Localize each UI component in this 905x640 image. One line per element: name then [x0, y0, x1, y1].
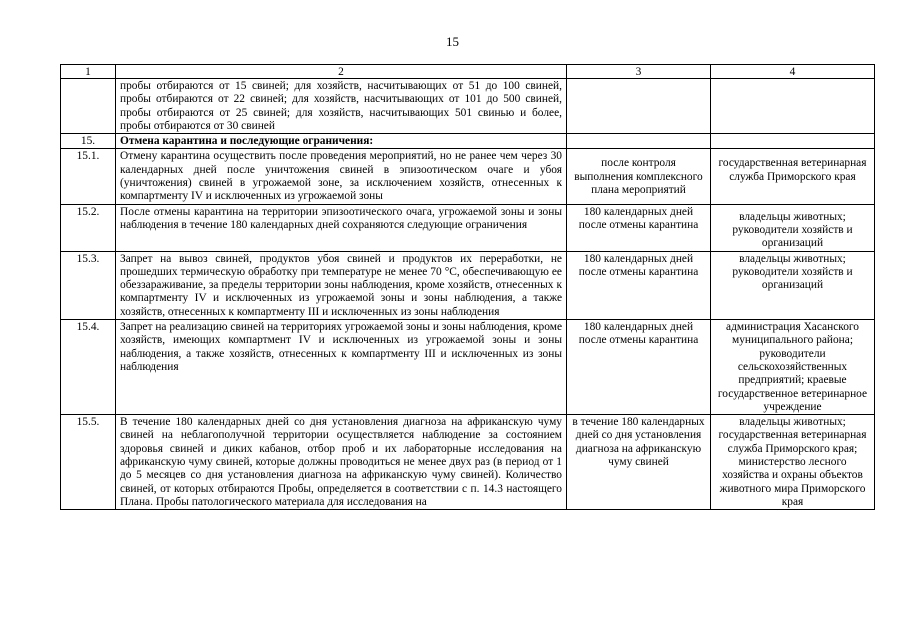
- responsible-cell: [711, 79, 875, 134]
- row-number: 15.1.: [61, 149, 116, 204]
- table-row: [61, 149, 875, 204]
- term-cell: после контроля выполнения комплексного плана мероприятий: [567, 149, 711, 204]
- measure-text: Запрет на реализацию свиней на территориях угрожаемой зоны и зоны наблюдения, кроме хозяйств, имеющих компартмент IV и исключенных из угрожаемой зоны и зоны наблюдения, а также хозяйств, отнесенных к компартменту III и исключенных из зоны наблюдения: [116, 320, 567, 415]
- table-row: [61, 320, 875, 415]
- section-number: 15.: [61, 134, 116, 149]
- measure-text: Отмену карантина осуществить после проведения мероприятий, но не ранее чем через 30 календарных дней после уничтожения свиней в эпизоотическом очаге и убоя (уничтожения) свиней в угрожаемой зоне, за исключением хозяйств, отнесенных к компартменту IV и исключенных из угрожаемой зоны: [116, 149, 567, 204]
- row-number: 15.2.: [61, 204, 116, 251]
- table-header-row: [61, 65, 875, 79]
- measure-text: В течение 180 календарных дней со дня установления диагноза на африканскую чуму свиней на неблагополучной территории осуществляется наблюдение за состоянием здоровья свиней и диких кабанов, отбор проб и их лабораторные исследования на африканскую чуму свиней, которые должны проводиться не менее двух раз (в период от 1 до 5 месяцев со дня установления диагноза на африканскую чуму свиней). Количество свиней, от которых отбираются Пробы, определяется в соответствии с п. 14.3 настоящего Плана. Пробы патологического материала для исследования на: [116, 415, 567, 510]
- row-number: [61, 79, 116, 134]
- term-cell: в течение 180 календарных дней со дня установления диагноза на африканскую чуму свиней: [567, 415, 711, 510]
- header-col-4: 4: [711, 65, 875, 79]
- table-row: [61, 251, 875, 319]
- term-cell: [567, 134, 711, 149]
- measure-text: пробы отбираются от 15 свиней; для хозяйств, насчитывающих от 51 до 100 свиней, пробы отбираются от 22 свиней; для хозяйств, насчитывающих от 101 до 500 свиней, пробы отбираются от 25 свиней; для хозяйств, насчитывающих 501 свинью и более, пробы отбираются от 30 свиней: [116, 79, 567, 134]
- header-col-3: 3: [567, 65, 711, 79]
- table-row: [61, 204, 875, 251]
- measure-text: Запрет на вывоз свиней, продуктов убоя свиней и продуктов их переработки, не прошедших термическую обработку при температуре не менее 70 °С, обеспечивающую ее обеззараживание, за пределы территории зоны наблюдения, кроме хозяйств, отнесенных к компартменту IV и исключенных из угрожаемой зоны и зоны наблюдения, а также хозяйств, отнесенных к компартменту III и исключенных из зоны наблюдения: [116, 251, 567, 319]
- row-number: 15.3.: [61, 251, 116, 319]
- section-row: [61, 134, 875, 149]
- row-number: 15.5.: [61, 415, 116, 510]
- page-number: 15: [446, 34, 459, 49]
- responsible-cell: государственная ветеринарная служба Приморского края: [711, 149, 875, 204]
- header-col-1: 1: [61, 65, 116, 79]
- measure-text: После отмены карантина на территории эпизоотического очага, угрожаемой зоны и зоны наблюдения в течение 180 календарных дней сохраняются следующие ограничения: [116, 204, 567, 251]
- term-cell: 180 календарных дней после отмены карантина: [567, 204, 711, 251]
- responsible-cell: владельцы животных; руководители хозяйств и организаций: [711, 251, 875, 319]
- measures-table: [60, 64, 875, 510]
- responsible-cell: владельцы животных; государственная ветеринарная служба Приморского края; министерство лесного хозяйства и охраны объектов животного мира Приморского края: [711, 415, 875, 510]
- continuation-row: [61, 79, 875, 134]
- table-row: [61, 415, 875, 510]
- row-number: 15.4.: [61, 320, 116, 415]
- responsible-cell: [711, 134, 875, 149]
- responsible-cell: владельцы животных; руководители хозяйств и организаций: [711, 204, 875, 251]
- responsible-cell: администрация Хасанского муниципального района; руководители сельскохозяйственных предприятий; краевые государственное ветеринарное учреждение: [711, 320, 875, 415]
- term-cell: 180 календарных дней после отмены карантина: [567, 320, 711, 415]
- section-title: Отмена карантина и последующие ограничения:: [116, 134, 567, 149]
- header-col-2: 2: [116, 65, 567, 79]
- term-cell: 180 календарных дней после отмены карантина: [567, 251, 711, 319]
- term-cell: [567, 79, 711, 134]
